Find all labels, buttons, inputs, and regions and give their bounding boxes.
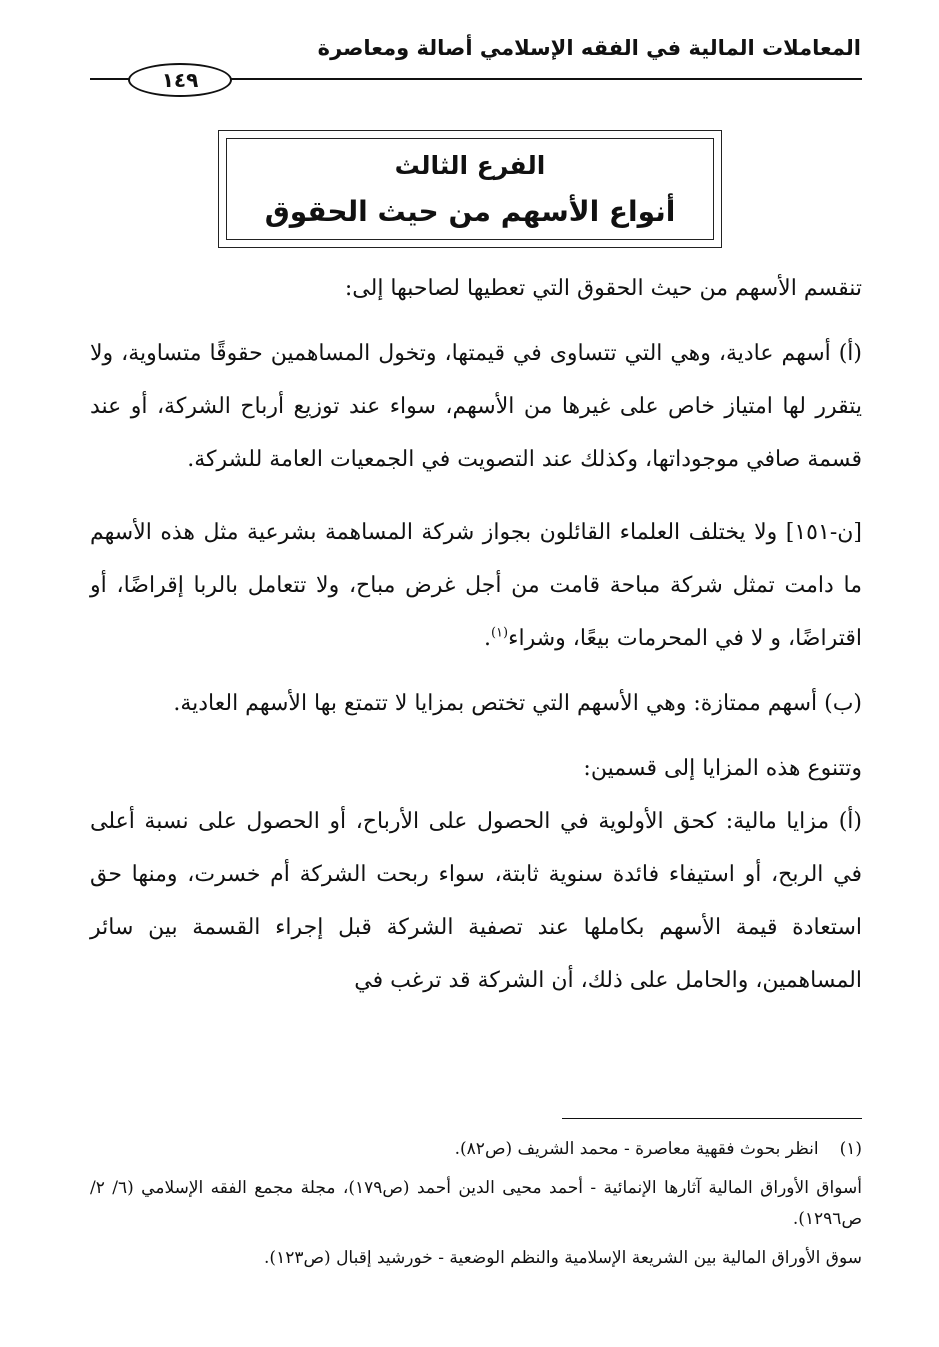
- body-text: [90, 262, 862, 1007]
- note-151-paragraph: [90, 506, 862, 665]
- intro-paragraph: تنقسم الأسهم من حيث الحقوق التي تعطيها لصاحبها إلى:: [344, 276, 862, 301]
- footnote-1-source-3: سوق الأوراق المالية بين الشريعة الإسلامية والنظم الوضعية - خورشيد إقبال (ص١٢٣).: [264, 1248, 862, 1268]
- section-title-inner-frame: [226, 138, 714, 240]
- footnotes: [90, 1134, 862, 1282]
- footnote-marker: (١): [839, 1139, 862, 1159]
- section-subheading: أنواع الأسهم من حيث الحقوق: [264, 195, 676, 228]
- types-intro-paragraph: وتتنوع هذه المزايا إلى قسمين:: [583, 756, 862, 781]
- ordinary-shares-paragraph: (أ) أسهم عادية، وهي التي تتساوى في قيمتها، وتخول المساهمين حقوقًا متساوية، ولا يتقرر لها امتياز خاص على غيرها من الأسهم، سواء عند توزيع أرباح الشركة، أو عند قسمة صافي موجوداتها، وكذلك عند التصويت في الجمعيات العامة للشركة.: [90, 341, 862, 472]
- footnote-1-text: انظر بحوث فقهية معاصرة - محمد الشريف (ص٨٢).: [454, 1139, 819, 1159]
- page-number: ١٤٩: [128, 63, 232, 97]
- footnote-reference: (١): [490, 625, 509, 641]
- note-151-end: .: [483, 626, 491, 651]
- preferred-shares-paragraph: (ب) أسهم ممتازة: وهي الأسهم التي تختص بمزايا لا تتمتع بها الأسهم العادية.: [173, 691, 862, 716]
- footnote-1: [90, 1134, 862, 1165]
- section-heading: الفرع الثالث: [394, 151, 546, 180]
- footnote-1-source-2: أسواق الأوراق المالية آثارها الإنمائية - أحمد محيى الدين أحمد (ص١٧٩)، مجلة مجمع الفقه الإسلامي (٦/ ٢/ ص١٢٩٦).: [90, 1178, 862, 1229]
- running-header: المعاملات المالية في الفقه الإسلامي أصالة ومعاصرة: [317, 36, 861, 60]
- footnote-separator: [562, 1118, 862, 1119]
- note-151-text: [ن-١٥١] ولا يختلف العلماء القائلون بجواز شركة المساهمة بشرعية مثل هذه الأسهم ما دامت تمثل شركة مباحة قامت من أجل غرض مباح، ولا تتعامل بالربا إقراضًا، أو اقتراضًا، و لا في المحرمات بيعًا، وشراء: [90, 520, 862, 651]
- section-title-box: [218, 130, 722, 248]
- financial-advantages-paragraph: (أ) مزايا مالية: كحق الأولوية في الحصول على الأرباح، أو الحصول على نسبة أعلى في الربح، أو استيفاء فائدة سنوية ثابتة، سواء ربحت الشركة أم خسرت، ومنها حق استعادة قيمة الأسهم بكاملها عند تصفية الشركة قبل إجراء القسمة بين سائر المساهمين، والحامل على ذلك، أن الشركة قد ترغب في: [90, 809, 862, 993]
